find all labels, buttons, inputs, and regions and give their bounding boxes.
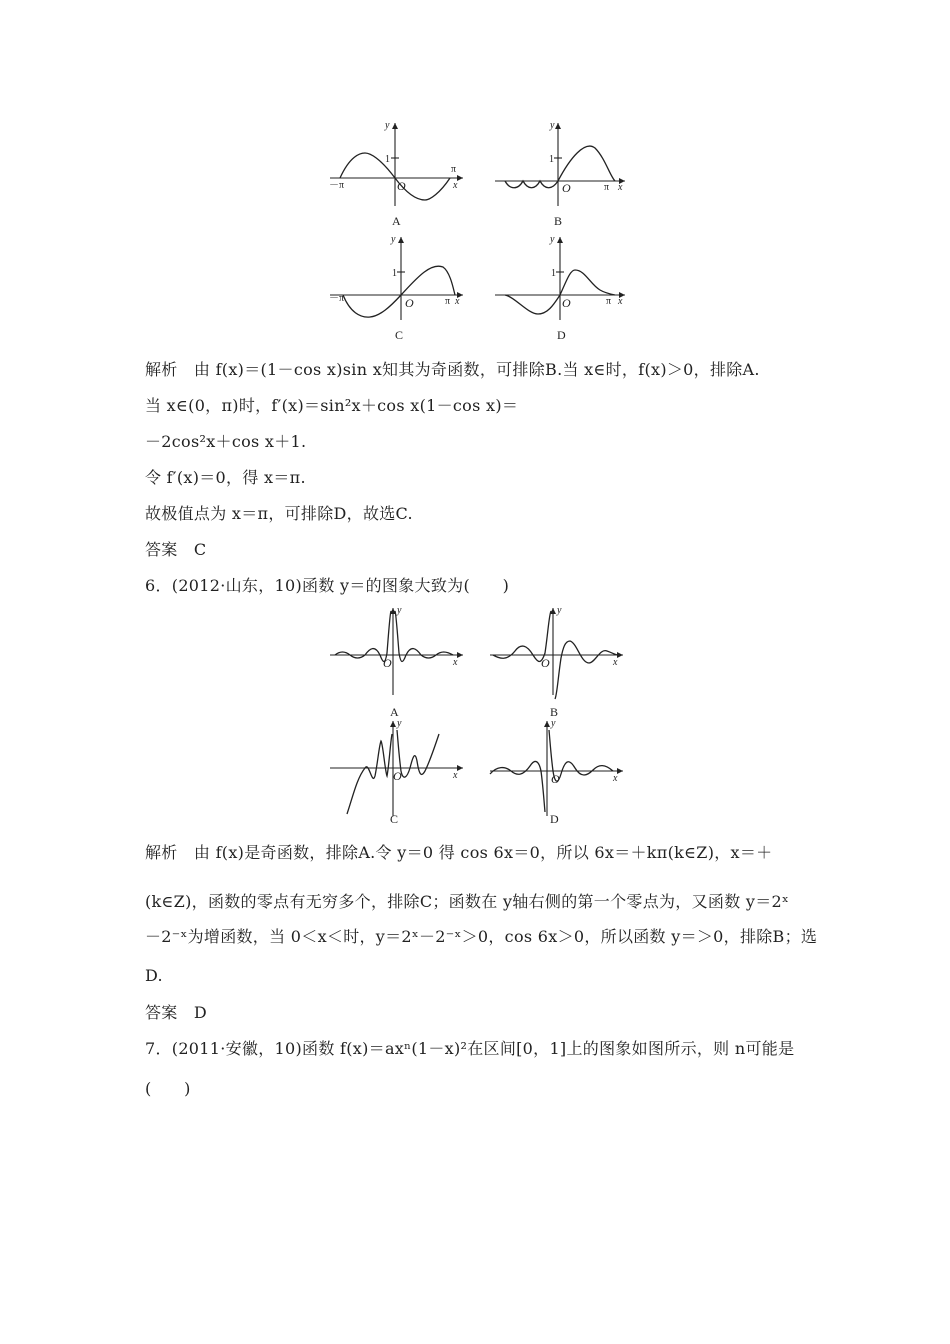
curve-right (397, 730, 439, 777)
graph-5b (490, 118, 635, 208)
origin-label: O (393, 769, 402, 783)
q6-answer: 答案 D (145, 1003, 208, 1022)
origin-label: O (562, 296, 571, 310)
tick-label-neg-pi: －π (329, 293, 345, 304)
y-arrow-icon (398, 237, 404, 243)
curve-left (347, 734, 392, 814)
y-label: y (550, 120, 555, 131)
tick-label-pi: π (451, 164, 457, 175)
tick-label-1: 1 (385, 154, 390, 165)
tick-label-pi: π (604, 182, 610, 193)
x-label: x (613, 657, 618, 668)
x-label: x (455, 296, 460, 307)
graph-6b-svg (485, 603, 630, 698)
graph-5c-caption: C (395, 328, 404, 342)
q5-solution-line-4: 令 f′(x)＝0，得 x＝π. (145, 468, 306, 487)
curve-left (490, 761, 545, 812)
q5-solution-line-2: 当 x∈(0，π)时，f′(x)＝sin²x＋cos x(1－cos x)＝ (145, 396, 519, 415)
y-label: y (385, 120, 390, 131)
q6-stem: 6．(2012·山东，10)函数 y＝的图象大致为( ) (145, 576, 510, 595)
graph-6a-caption: A (390, 705, 399, 719)
q5-solution-line-5: 故极值点为 x＝π，可排除D，故选C. (145, 504, 413, 523)
tick-label-1: 1 (551, 268, 556, 279)
graph-5c-svg (325, 232, 470, 322)
x-label: x (453, 770, 458, 781)
graph-6a-svg (325, 603, 470, 698)
q5-answer: 答案 C (145, 540, 207, 559)
graph-6b-caption: B (550, 705, 559, 719)
graph-5d-caption: D (557, 328, 566, 342)
curve (343, 266, 455, 317)
graph-5a-svg (325, 118, 470, 208)
origin-label: O (541, 656, 550, 670)
y-arrow-icon (544, 721, 550, 727)
x-arrow-icon (457, 652, 463, 658)
q7-stem-cont: ( ) (145, 1079, 191, 1098)
y-label: y (397, 718, 402, 729)
curve-right (555, 641, 619, 699)
x-label: x (618, 182, 623, 193)
origin-label: O (405, 296, 414, 310)
tick-label-1: 1 (392, 268, 397, 279)
y-label: y (557, 605, 562, 616)
y-arrow-icon (390, 721, 396, 727)
origin-label: O (383, 656, 392, 670)
graph-5d-svg (490, 232, 635, 322)
curve-left (335, 611, 391, 662)
graph-6c-caption: C (390, 812, 399, 826)
x-label: x (453, 180, 458, 191)
x-arrow-icon (617, 768, 623, 774)
x-arrow-icon (457, 175, 463, 181)
y-arrow-icon (392, 123, 398, 129)
curve-left (493, 611, 551, 662)
graph-6c-svg (325, 716, 470, 816)
q5-solution-line-1: 解析 由 f(x)＝(1－cos x)sin x知其为奇函数，可排除B.当 x∈时，f(x)＞0，排除A. (145, 360, 760, 379)
graph-6c (325, 716, 470, 816)
x-label: x (618, 296, 623, 307)
graph-6a (325, 603, 470, 698)
x-arrow-icon (457, 765, 463, 771)
origin-label: O (551, 772, 560, 786)
q6-solution-line-4: D. (145, 966, 163, 985)
graph-6d (485, 716, 630, 816)
graph-5d (490, 232, 635, 322)
curve-right (395, 611, 453, 662)
y-label: y (397, 605, 402, 616)
origin-label: O (562, 181, 571, 195)
graph-5b-svg (490, 118, 635, 208)
y-arrow-icon (557, 237, 563, 243)
graph-6b (485, 603, 630, 698)
q6-solution-line-3: －2⁻ˣ为增函数，当 0＜x＜时，y＝2ˣ－2⁻ˣ＞0，cos 6x＞0，所以函数 y＝＞0，排除B；选 (145, 927, 818, 946)
origin-label: O (397, 179, 406, 193)
tick-label-1: 1 (549, 154, 554, 165)
graph-5b-caption: B (554, 214, 563, 228)
graph-5c (325, 232, 470, 322)
tick-label-neg-pi: －π (329, 180, 345, 191)
x-label: x (453, 657, 458, 668)
q6-solution-line-1: 解析 由 f(x)是奇函数，排除A.令 y＝0 得 cos 6x＝0，所以 6x＝＋kπ(k∈Z)，x＝＋ (145, 843, 773, 862)
y-arrow-icon (555, 123, 561, 129)
tick-label-pi: π (445, 296, 451, 307)
q6-solution-line-2: (k∈Z)，函数的零点有无穷多个，排除C；函数在 y轴右侧的第一个零点为，又函数 y＝2ˣ (145, 892, 790, 911)
graph-5a (325, 118, 470, 208)
y-label: y (550, 234, 555, 245)
x-label: x (613, 773, 618, 784)
graph-5a-caption: A (392, 214, 401, 228)
q5-solution-line-3: －2cos²x＋cos x＋1. (145, 432, 307, 451)
y-label: y (391, 234, 396, 245)
q7-stem: 7．(2011·安徽，10)函数 f(x)＝axⁿ(1－x)²在区间[0，1]上的图象如图所示，则 n可能是 (145, 1039, 795, 1058)
graph-6d-caption: D (550, 812, 559, 826)
graph-6d-svg (485, 716, 630, 816)
y-label: y (551, 718, 556, 729)
tick-label-pi: π (606, 296, 612, 307)
